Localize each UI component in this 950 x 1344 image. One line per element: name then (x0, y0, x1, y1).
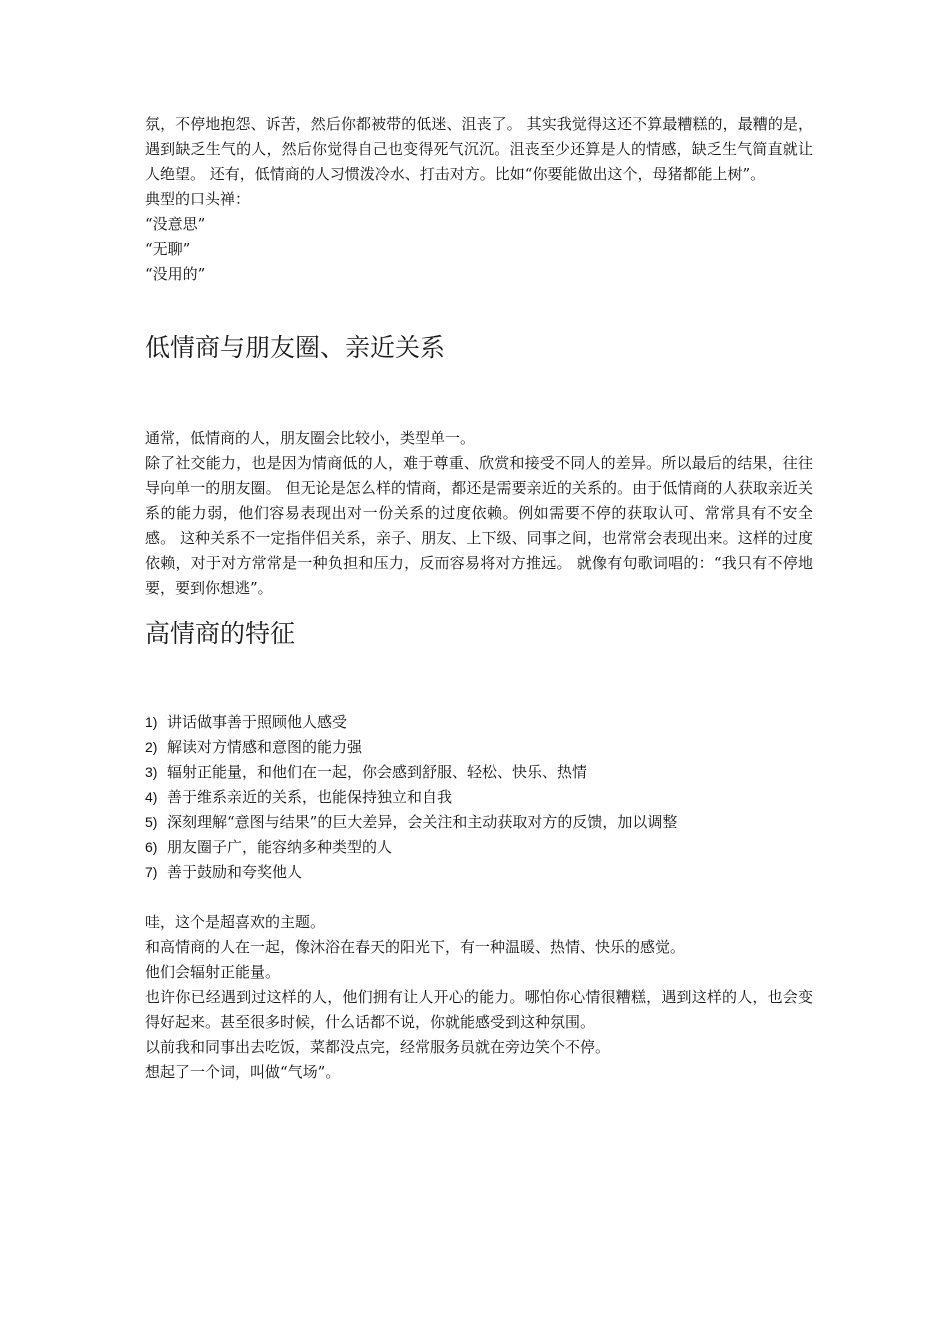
list-text: 深刻理解“意图与结果”的巨大差异，会关注和主动获取对方的反馈，加以调整 (167, 813, 678, 831)
section-heading-high-eq: 高情商的特征 (145, 619, 296, 648)
list-number: 3) (145, 764, 158, 780)
closing-paragraph: 也许你已经遇到过这样的人，他们拥有让人开心的能力。哪怕你心情很糟糕，遇到这样的人，也会变得好起来。甚至很多时候，什么话都不说，你就能感受到这种氛围。 (145, 988, 813, 1031)
list-text: 解读对方情感和意图的能力强 (167, 738, 363, 756)
catchphrase-item: “没意思” (145, 215, 206, 233)
list-item (145, 835, 813, 860)
closing-line: 以前我和同事出去吃饭，菜都没点完，经常服务员就在旁边笑个不停。 (145, 1038, 611, 1056)
catchphrase-item: “无聊” (145, 240, 191, 258)
closing-line: 哇，这个是超喜欢的主题。 (145, 913, 326, 931)
closing-line: 和高情商的人在一起，像沐浴在春天的阳光下，有一种温暖、热情、快乐的感觉。 (145, 938, 686, 956)
section-heading-relationships: 低情商与朋友圈、亲近关系 (145, 333, 446, 362)
list-number: 1) (145, 714, 158, 730)
list-item (145, 785, 813, 810)
list-text: 善于鼓励和夸奖他人 (167, 863, 303, 881)
catchphrase-item: “没用的” (145, 265, 206, 283)
closing-line: 他们会辐射正能量。 (145, 963, 281, 981)
list-item (145, 860, 813, 885)
list-number: 5) (145, 814, 158, 830)
list-text: 讲话做事善于照顾他人感受 (167, 713, 348, 731)
catchphrase-label: 典型的口头禅： (145, 190, 251, 208)
list-number: 2) (145, 739, 158, 755)
list-item (145, 810, 813, 835)
list-item (145, 710, 813, 735)
document-page (145, 112, 813, 1085)
list-number: 7) (145, 864, 158, 880)
section1-line: 通常，低情商的人，朋友圈会比较小，类型单一。 (145, 429, 476, 447)
list-number: 6) (145, 839, 158, 855)
closing-line: 想起了一个词，叫做“气场”。 (145, 1063, 341, 1081)
list-text: 辐射正能量，和他们在一起，你会感到舒服、轻松、快乐、热情 (167, 763, 588, 781)
list-number: 4) (145, 789, 158, 805)
high-eq-traits-list (145, 710, 813, 885)
list-item (145, 760, 813, 785)
intro-paragraph: 氛，不停地抱怨、诉苦，然后你都被带的低迷、沮丧了。 其实我觉得这还不算最糟糕的，最糟的是，遇到缺乏生气的人，然后你觉得自己也变得死气沉沉。沮丧至少还算是人的情感，缺乏生气简直就让人绝望。 还有，低情商的人习惯泼冷水、打击对方。比如“你要能做出这个，母猪都能上树”。 (145, 115, 813, 183)
section1-paragraph: 除了社交能力，也是因为情商低的人，难于尊重、欣赏和接受不同人的差异。所以最后的结果，往往导向单一的朋友圈。 但无论是怎么样的情商，都还是需要亲近的关系的。由于低情商的人获取亲近关系的能力弱，他们容易表现出对一份关系的过度依赖。例如需要不停的获取认可、常常具有不安全感。 这种关系不一定指伴侣关系，亲子、朋友、上下级、同事之间，也常常会表现出来。这样的过度依赖，对于对方常常是一种负担和压力，反而容易将对方推远。 就像有句歌词唱的：“我只有不停地要，要到你想逃”。 (145, 454, 813, 597)
list-text: 善于维系亲近的关系，也能保持独立和自我 (167, 788, 453, 806)
list-item (145, 735, 813, 760)
list-text: 朋友圈子广，能容纳多种类型的人 (167, 838, 393, 856)
